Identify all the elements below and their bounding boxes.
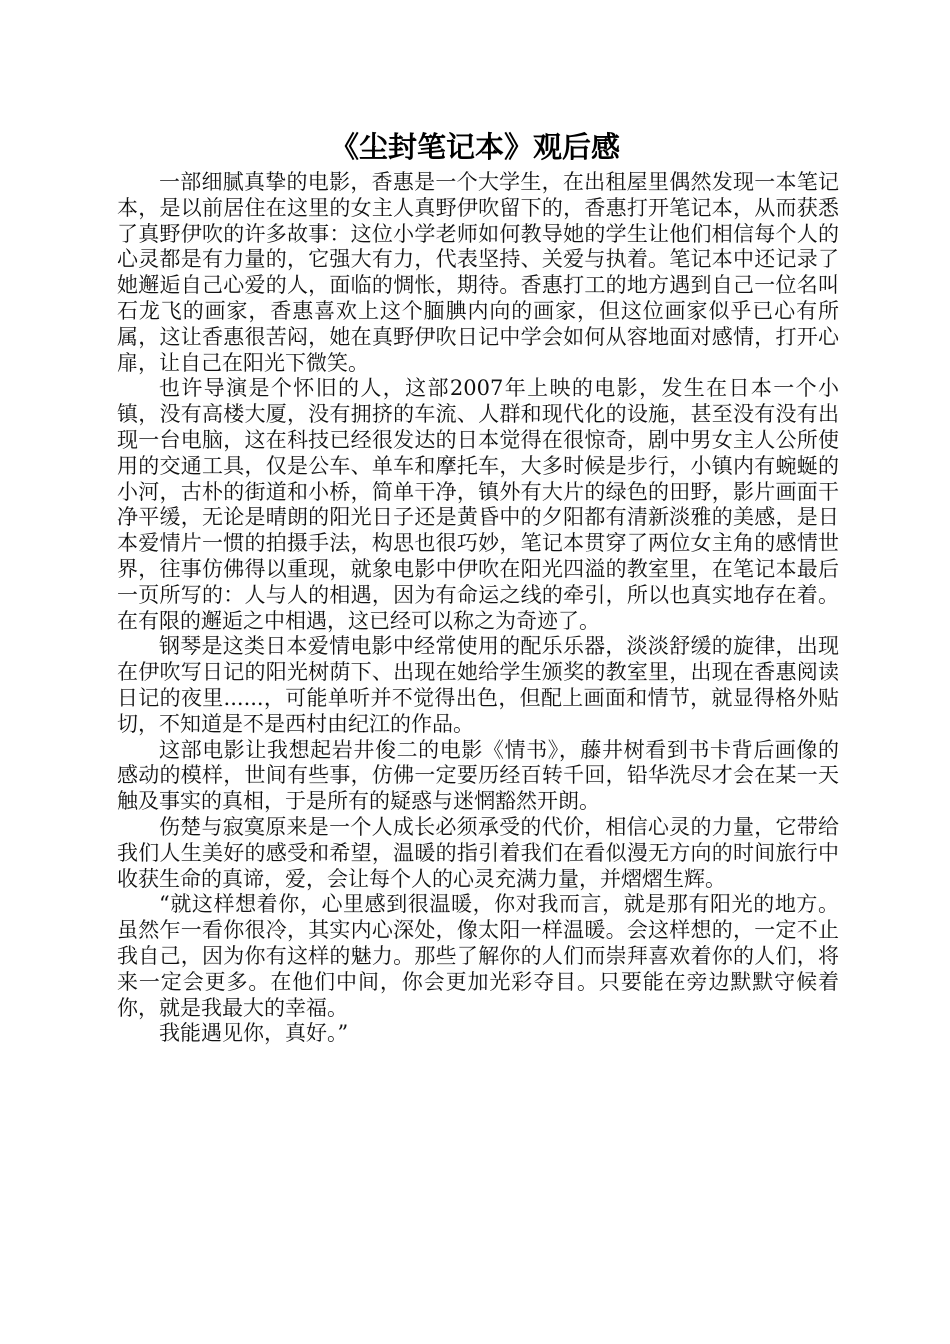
paragraph: “就这样想着你，心里感到很温暖，你对我而言，就是那有阳光的地方。虽然乍一看你很冷，其实内心深处，像太阳一样温暖。会这样想的，一定不止我自己，因为你有这样的魅力。那些了解你的人们而崇拜喜欢着你的人们，将来一定会更多。在他们中间，你会更加光彩夺目。只要能在旁边默默守候着你，就是我最大的幸福。 [117,892,839,1020]
paragraph: 伤楚与寂寞原来是一个人成长必须承受的代价，相信心灵的力量，它带给我们人生美好的感受和希望，温暖的指引着我们在看似漫无方向的时间旅行中收获生命的真谛，爱，会让每个人的心灵充满力量，并熠熠生辉。 [117,814,839,891]
paragraph: 也许导演是个怀旧的人，这部2007年上映的电影，发生在日本一个小镇，没有高楼大厦，没有拥挤的车流、人群和现代化的设施，甚至没有没有出现一台电脑，这在科技已经很发达的日本觉得在很惊奇，剧中男女主人公所使用的交通工具，仅是公车、单车和摩托车，大多时候是步行，小镇内有蜿蜒的小河，古朴的街道和小桥，简单干净，镇外有大片的绿色的田野，影片画面干净平缓，无论是晴朗的阳光日子还是黄昏中的夕阳都有清新淡雅的美感，是日本爱情片一惯的拍摄手法，构思也很巧妙，笔记本贯穿了两位女主角的感情世界，往事仿佛得以重现，就象电影中伊吹在阳光四溢的教室里，在笔记本最后一页所写的：人与人的相遇，因为有命运之线的牵引，所以也真实地存在着。在有限的邂逅之中相遇，这已经可以称之为奇迹了。 [117,376,839,633]
paragraph: 一部细腻真挚的电影，香惠是一个大学生，在出租屋里偶然发现一本笔记本，是以前居住在这里的女主人真野伊吹留下的，香惠打开笔记本，从而获悉了真野伊吹的许多故事：这位小学老师如何教导她的学生让他们相信每个人的心灵都是有力量的，它强大有力，代表坚持、关爱与执着。笔记本中还记录了她邂逅自己心爱的人，面临的惆怅，期待。香惠打工的地方遇到自己一位名叫石龙飞的画家，香惠喜欢上这个腼腆内向的画家，但这位画家似乎已心有所属，这让香惠很苦闷，她在真野伊吹日记中学会如何从容地面对感情，打开心扉，让自己在阳光下微笑。 [117,170,839,375]
paragraph: 这部电影让我想起岩井俊二的电影《情书》，藤井树看到书卡背后画像的感动的模样，世间有些事，仿佛一定要历经百转千回，铅华洗尽才会在某一天触及事实的真相，于是所有的疑惑与迷惘豁然开朗。 [117,737,839,814]
document-title: 《尘封笔记本》观后感 [329,130,620,164]
paragraph: 钢琴是这类日本爱情电影中经常使用的配乐乐器，淡淡舒缓的旋律，出现在伊吹写日记的阳光树荫下、出现在她给学生颁奖的教室里，出现在香惠阅读日记的夜里......，可能单听并不觉得出色，但配上画面和情节，就显得格外贴切，不知道是不是西村由纪江的作品。 [117,634,839,736]
document-body [117,170,839,1047]
paragraph: 我能遇见你，真好。” [159,1021,349,1046]
